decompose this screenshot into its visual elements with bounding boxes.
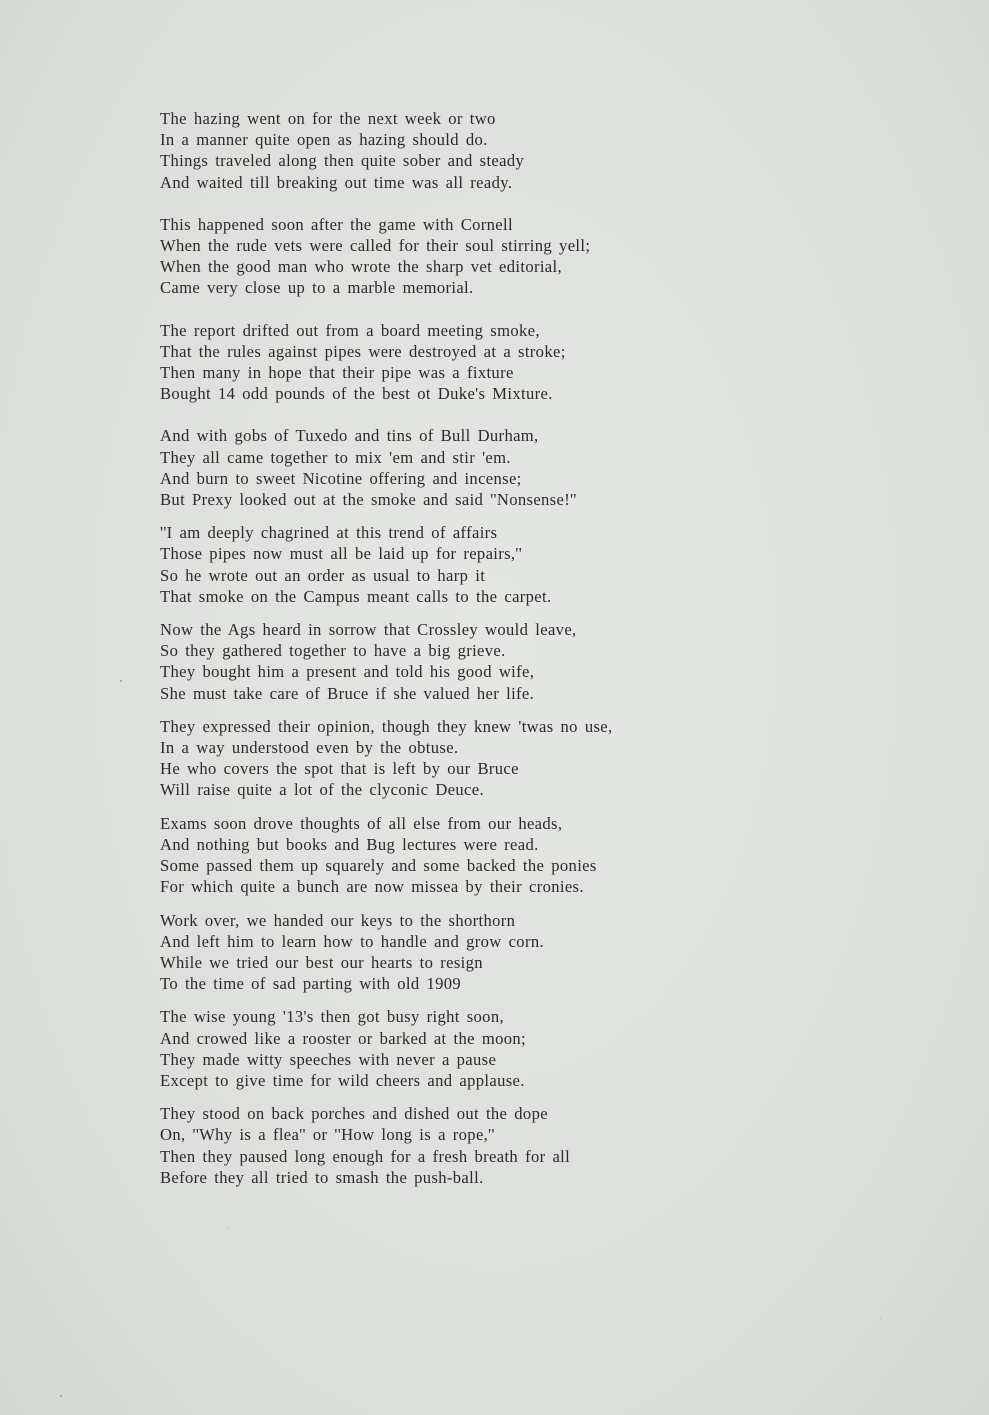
poem-line: In a manner quite open as hazing should do.: [160, 130, 488, 150]
poem-line: Except to give time for wild cheers and applause.: [160, 1070, 525, 1090]
poem-line: For which quite a bunch are now missea by their cronies.: [160, 877, 584, 897]
stanza-1: [160, 108, 720, 193]
poem-line: She must take care of Bruce if she valued her life.: [160, 683, 535, 703]
poem-line: While we tried our best our hearts to resign: [160, 952, 483, 972]
stanza-3: [160, 320, 720, 405]
poem-line: In a way understood even by the obtuse.: [160, 738, 459, 758]
poem-line: That the rules against pipes were destroyed at a stroke;: [160, 341, 566, 361]
poem-line: When the rude vets were called for their soul stirring yell;: [160, 236, 591, 256]
poem-line: The hazing went on for the next week or two: [160, 109, 496, 128]
poem-line: And burn to sweet Nicotine offering and incense;: [160, 468, 522, 488]
poem-line: Then many in hope that their pipe was a fixture: [160, 363, 514, 383]
paper-speck: [228, 1228, 229, 1229]
poem-line: When the good man who wrote the sharp vet editorial,: [160, 257, 562, 277]
poem-line: This happened soon after the game with Cornell: [160, 214, 513, 234]
poem-line: So they gathered together to have a big grieve.: [160, 641, 506, 661]
paper-speck: [120, 680, 122, 682]
poem-line: They all came together to mix 'em and stir 'em.: [160, 447, 511, 467]
poem-line: Came very close up to a marble memorial.: [160, 278, 474, 298]
poem-line: And with gobs of Tuxedo and tins of Bull Durham,: [160, 426, 539, 446]
stanza-8: [160, 813, 720, 898]
poem-line: Work over, we handed our keys to the shorthorn: [160, 910, 516, 930]
paper-speck: [880, 1318, 881, 1319]
poem-line: The wise young '13's then got busy right soon,: [160, 1007, 504, 1027]
stanza-6: [160, 619, 720, 704]
stanza-4: [160, 425, 720, 510]
poem-line: Exams soon drove thoughts of all else from our heads,: [160, 813, 563, 833]
poem-line: He who covers the spot that is left by our Bruce: [160, 759, 519, 779]
poem-line: To the time of sad parting with old 1909: [160, 974, 462, 994]
poem-line: Bought 14 odd pounds of the best ot Duke's Mixture.: [160, 384, 553, 404]
paper-speck: [60, 1395, 62, 1397]
stanza-9: [160, 910, 720, 995]
poem: [160, 108, 720, 1188]
stanza-7: [160, 716, 720, 801]
poem-line: The report drifted out from a board meeting smoke,: [160, 320, 540, 340]
poem-line: Now the Ags heard in sorrow that Crossley would leave,: [160, 620, 577, 640]
poem-line: And left him to learn how to handle and grow corn.: [160, 931, 544, 951]
stanza-2: [160, 214, 720, 299]
poem-line: They bought him a present and told his good wife,: [160, 662, 535, 682]
poem-line: Those pipes now must all be laid up for repairs,'': [160, 544, 523, 564]
poem-line: On, ''Why is a flea'' or ''How long is a rope,'': [160, 1125, 495, 1145]
stanza-10: [160, 1006, 720, 1091]
stanza-5: [160, 522, 720, 607]
poem-line: And waited till breaking out time was all ready.: [160, 172, 513, 192]
poem-line: Will raise quite a lot of the clyconic Deuce.: [160, 780, 484, 800]
stanza-11: [160, 1103, 720, 1188]
poem-line: But Prexy looked out at the smoke and said ''Nonsense!'': [160, 490, 577, 510]
poem-line: They expressed their opinion, though they knew 'twas no use,: [160, 716, 613, 736]
poem-line: And nothing but books and Bug lectures were read.: [160, 834, 539, 854]
poem-line: They stood on back porches and dished out the dope: [160, 1104, 548, 1124]
poem-line: And crowed like a rooster or barked at the moon;: [160, 1028, 526, 1048]
poem-line: So he wrote out an order as usual to harp it: [160, 565, 486, 585]
poem-line: Before they all tried to smash the push-ball.: [160, 1167, 484, 1187]
poem-line: That smoke on the Campus meant calls to the carpet.: [160, 586, 552, 606]
poem-line: Then they paused long enough for a fresh breath for all: [160, 1146, 571, 1166]
poem-line: Some passed them up squarely and some backed the ponies: [160, 856, 597, 876]
poem-line: ''I am deeply chagrined at this trend of affairs: [160, 523, 498, 543]
poem-line: Things traveled along then quite sober and steady: [160, 151, 525, 171]
poem-line: They made witty speeches with never a pause: [160, 1049, 497, 1069]
